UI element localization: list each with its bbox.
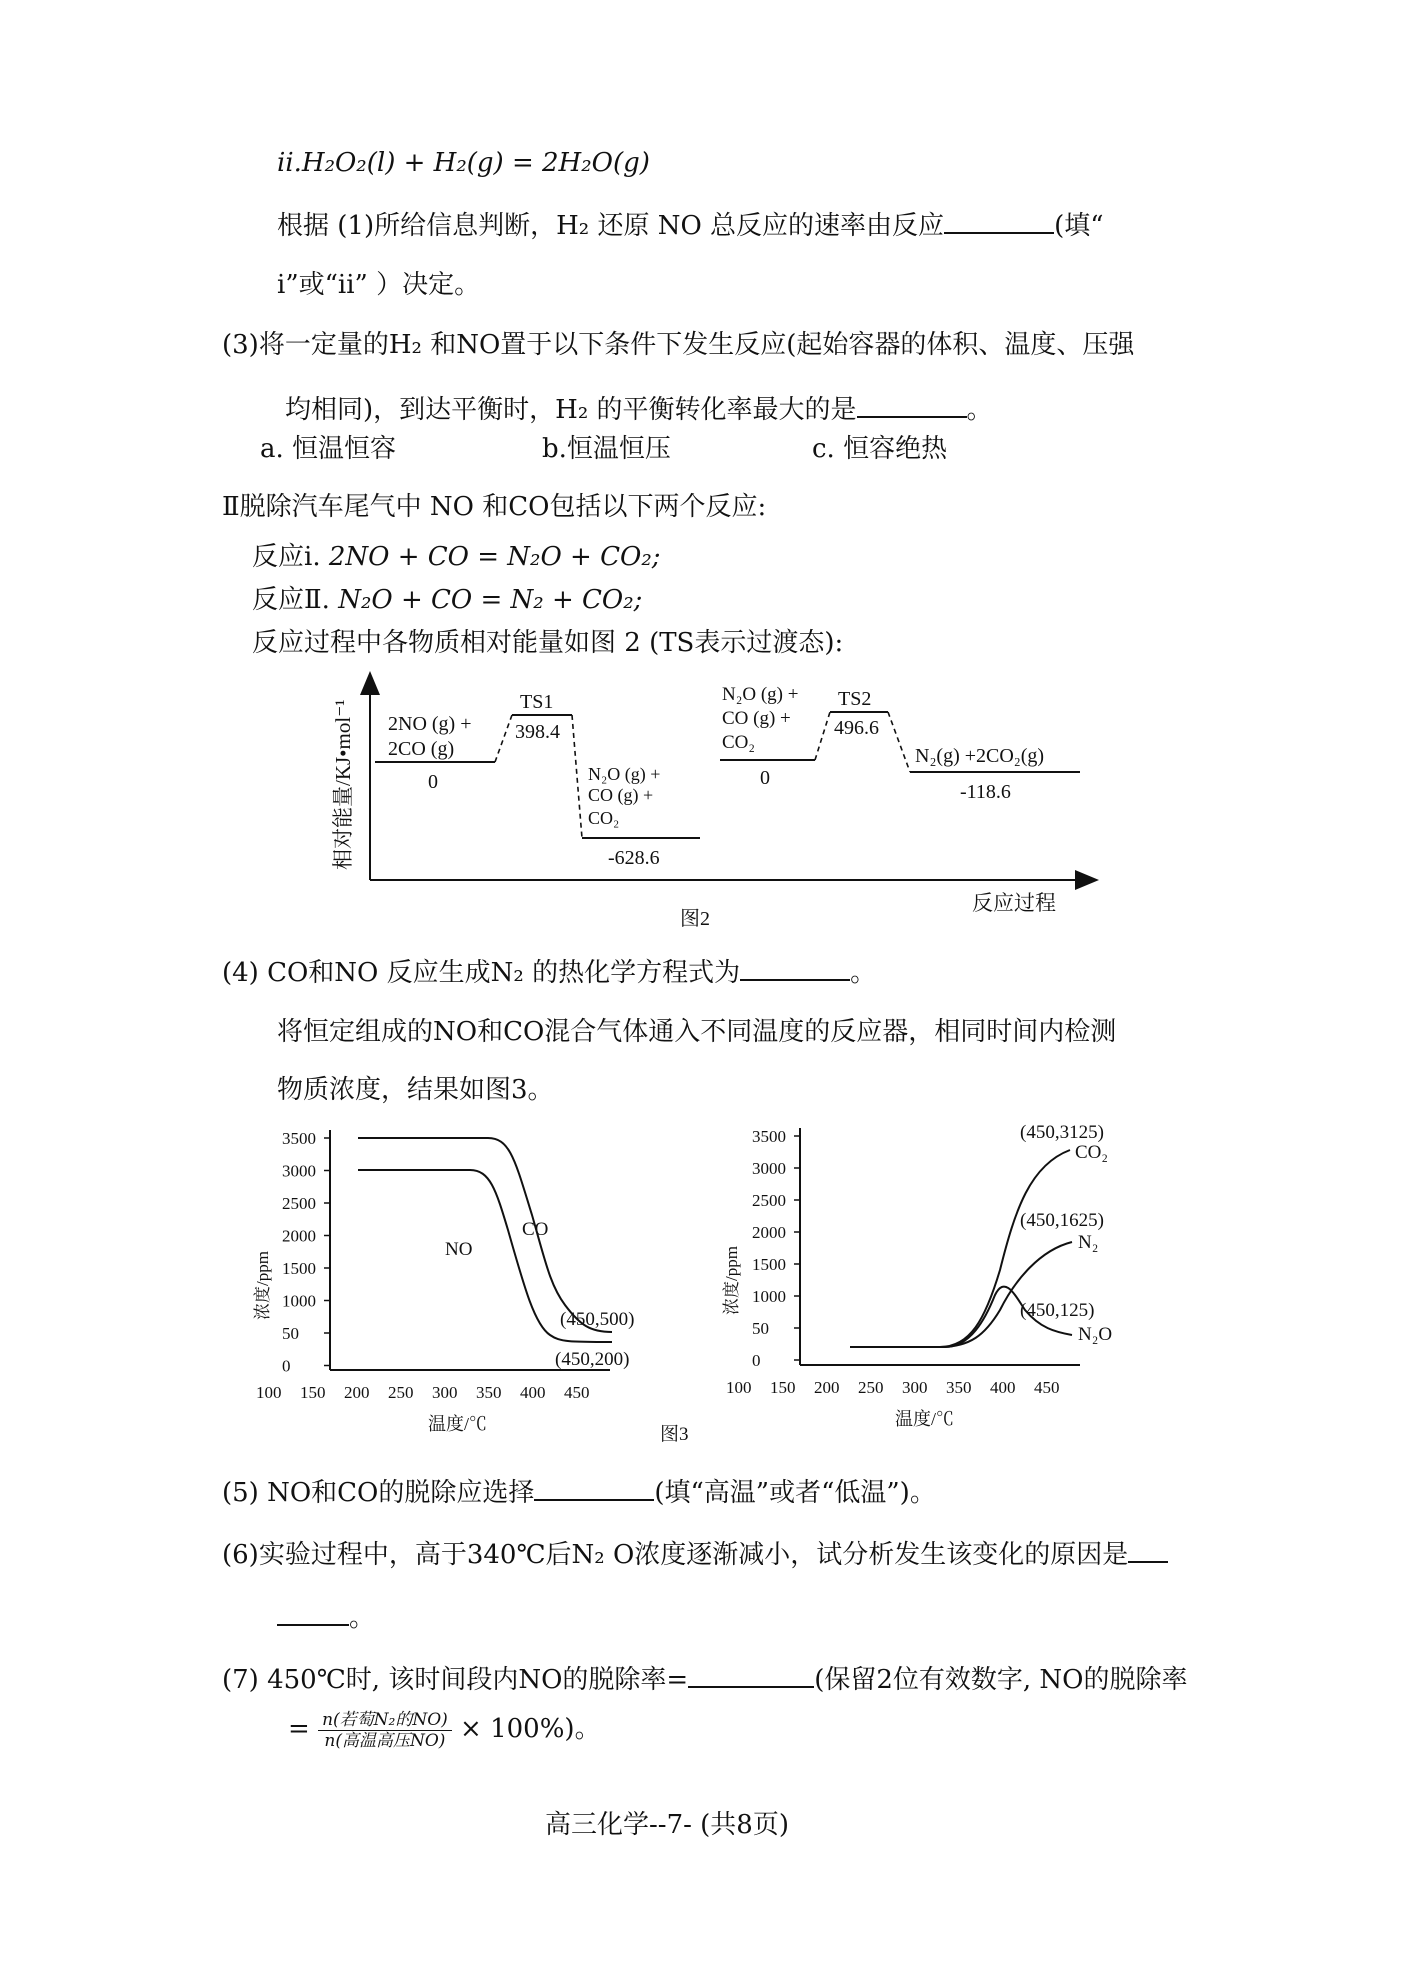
answer-blank-q3[interactable] <box>857 392 967 418</box>
q4-text-line2: 将恒定组成的NO和CO混合气体通入不同温度的反应器，相同时间内检测 <box>277 1017 1117 1047</box>
y-tick-label: 3500 <box>282 1129 316 1148</box>
q2-text-line1: 根据 (1)所给信息判断，H₂ 还原 NO 总反应的速率由反应 (填“ <box>277 208 1104 243</box>
svg-text:(450,200): (450,200) <box>555 1349 630 1370</box>
answer-blank-q6b[interactable] <box>277 1600 349 1626</box>
q4-text-line3: 物质浓度，结果如图3。 <box>277 1075 554 1105</box>
x-tick-label: 100 <box>726 1378 752 1397</box>
x-tick-label: 150 <box>300 1383 326 1402</box>
energy-diagram <box>320 670 1110 940</box>
svg-text:CO (g) +: CO (g) + <box>722 708 791 729</box>
svg-text:N₂O (g) +: N₂O (g) + <box>588 764 661 784</box>
q3-option-a: a. 恒温恒容 <box>260 434 397 464</box>
y-tick-label: 0 <box>282 1356 291 1376</box>
fig2-xlabel: 反应过程 <box>972 891 1056 915</box>
svg-text:0: 0 <box>760 767 770 789</box>
q5-text: (5) NO和CO的脱除应选择 (填“高温”或者“低温”)。 <box>222 1475 936 1510</box>
q3-option-b: b.恒温恒压 <box>542 434 671 464</box>
x-tick-label: 350 <box>476 1383 502 1402</box>
svg-text:CO₂: CO₂ <box>722 732 756 753</box>
svg-text:(450,3125): (450,3125) <box>1020 1122 1104 1143</box>
fig2-caption: 图2 <box>680 908 710 930</box>
right-chart <box>722 1122 1112 1429</box>
y-tick-label: 1000 <box>752 1287 786 1306</box>
svg-text:CO (g) +: CO (g) + <box>588 785 654 805</box>
svg-text:-118.6: -118.6 <box>960 781 1011 803</box>
svg-text:496.6: 496.6 <box>834 717 879 739</box>
label-n2: N₂ <box>1078 1232 1099 1253</box>
answer-blank-q2[interactable] <box>944 208 1054 234</box>
series-n2 <box>850 1242 1072 1347</box>
q3-option-c: c. 恒容绝热 <box>812 434 948 464</box>
series-co <box>358 1138 612 1332</box>
x-tick-label: 150 <box>770 1378 796 1397</box>
y-tick-label: 1000 <box>282 1291 316 1311</box>
y-tick-label: 3500 <box>752 1127 786 1146</box>
svg-text:浓度/ppm: 浓度/ppm <box>722 1246 741 1315</box>
fig2-intro: 反应过程中各物质相对能量如图 2 (TS表示过渡态): <box>252 628 844 658</box>
y-tick-label: 50 <box>282 1324 299 1343</box>
svg-text:2CO (g): 2CO (g) <box>388 738 455 760</box>
y-tick-label: 2500 <box>282 1194 316 1213</box>
x-tick-label: 300 <box>432 1383 458 1402</box>
fig2-ylabel: 相对能量/KJ•mol⁻¹ <box>331 699 355 870</box>
x-tick-label: 350 <box>946 1378 972 1397</box>
svg-text:CO₂: CO₂ <box>588 808 620 828</box>
svg-text:N₂O (g) +: N₂O (g) + <box>722 684 799 705</box>
x-tick-label: 450 <box>564 1383 590 1402</box>
svg-text:(450,125): (450,125) <box>1020 1300 1095 1321</box>
svg-text:N₂(g) +2CO₂(g): N₂(g) +2CO₂(g) <box>915 745 1045 767</box>
x-tick-label: 400 <box>520 1383 546 1402</box>
x-tick-label: 450 <box>1034 1378 1060 1397</box>
q4-text-line1: (4) CO和NO 反应生成N₂ 的热化学方程式为 。 <box>222 955 876 990</box>
q6-text-line2: 。 <box>277 1600 375 1635</box>
q3-text-line2: 均相同)，到达平衡时，H₂ 的平衡转化率最大的是 。 <box>285 392 993 427</box>
label-co: CO <box>522 1219 549 1240</box>
page-footer: 高三化学--7- (共8页) <box>545 1810 789 1840</box>
q7-formula: = $\frac{\text{n(若萄N₂的NO)}}{\text{n(高温高压NO)}}$ × 100%)。 <box>288 1709 601 1751</box>
svg-text:TS1: TS1 <box>520 691 554 713</box>
part2-intro: Ⅱ脱除汽车尾气中 NO 和CO包括以下两个反应: <box>222 492 767 522</box>
svg-text:0: 0 <box>428 771 438 793</box>
reaction-1: 反应i. 2NO + CO = N₂O + CO₂; <box>252 542 661 572</box>
y-tick-label: 50 <box>752 1319 769 1338</box>
q6-text-line1: (6)实验过程中，高于340℃后N₂ O浓度逐渐减小，试分析发生该变化的原因是 <box>222 1537 1168 1572</box>
label-no: NO <box>445 1239 473 1260</box>
q3-text-line1: (3)将一定量的H₂ 和NO置于以下条件下发生反应(起始容器的体积、温度、压强 <box>222 330 1135 360</box>
q2-text-line2: i”或“ii” ）决定。 <box>277 270 481 300</box>
concentration-charts <box>240 1120 1140 1450</box>
y-tick-label: 0 <box>752 1351 761 1370</box>
x-tick-label: 100 <box>256 1383 282 1402</box>
label-n2o: N₂O <box>1078 1324 1113 1345</box>
svg-text:(450,1625): (450,1625) <box>1020 1210 1104 1231</box>
y-tick-label: 2000 <box>282 1226 316 1246</box>
fig3-caption: 图3 <box>660 1424 689 1445</box>
svg-text:温度/℃: 温度/℃ <box>428 1414 488 1434</box>
svg-text:2NO (g) +: 2NO (g) + <box>388 713 472 735</box>
y-tick-label: 2500 <box>752 1191 786 1210</box>
x-tick-label: 400 <box>990 1378 1016 1397</box>
equation-ii: ⅱ.H₂O₂(l) + H₂(g) = 2H₂O(g) <box>277 148 650 178</box>
q7-text-line1: (7) 450℃时, 该时间段内NO的脱除率= (保留2位有效数字, NO的脱除率 <box>222 1662 1187 1697</box>
x-tick-label: 250 <box>388 1383 414 1402</box>
left-chart <box>253 1129 634 1434</box>
x-tick-label: 200 <box>344 1383 370 1402</box>
svg-text:398.4: 398.4 <box>515 721 560 743</box>
y-tick-label: 1500 <box>752 1255 786 1274</box>
svg-text:(450,500): (450,500) <box>560 1309 635 1330</box>
label-co2: CO₂ <box>1075 1142 1109 1163</box>
answer-blank-q4[interactable] <box>740 955 850 981</box>
answer-blank-q7[interactable] <box>688 1662 814 1688</box>
y-tick-label: 1500 <box>282 1259 316 1278</box>
y-tick-label: 2000 <box>752 1223 786 1242</box>
svg-text:-628.6: -628.6 <box>608 847 660 869</box>
reaction-2: 反应Ⅱ. N₂O + CO = N₂ + CO₂; <box>252 585 643 615</box>
y-tick-label: 3000 <box>282 1161 316 1181</box>
svg-text:浓度/ppm: 浓度/ppm <box>253 1251 272 1320</box>
svg-text:温度/℃: 温度/℃ <box>895 1409 955 1429</box>
answer-blank-q5[interactable] <box>534 1475 654 1501</box>
x-tick-label: 200 <box>814 1378 840 1397</box>
svg-text:TS2: TS2 <box>838 688 872 710</box>
y-tick-label: 3000 <box>752 1159 786 1178</box>
answer-blank-q6a[interactable] <box>1128 1537 1168 1563</box>
x-tick-label: 250 <box>858 1378 884 1397</box>
x-tick-label: 300 <box>902 1378 928 1397</box>
